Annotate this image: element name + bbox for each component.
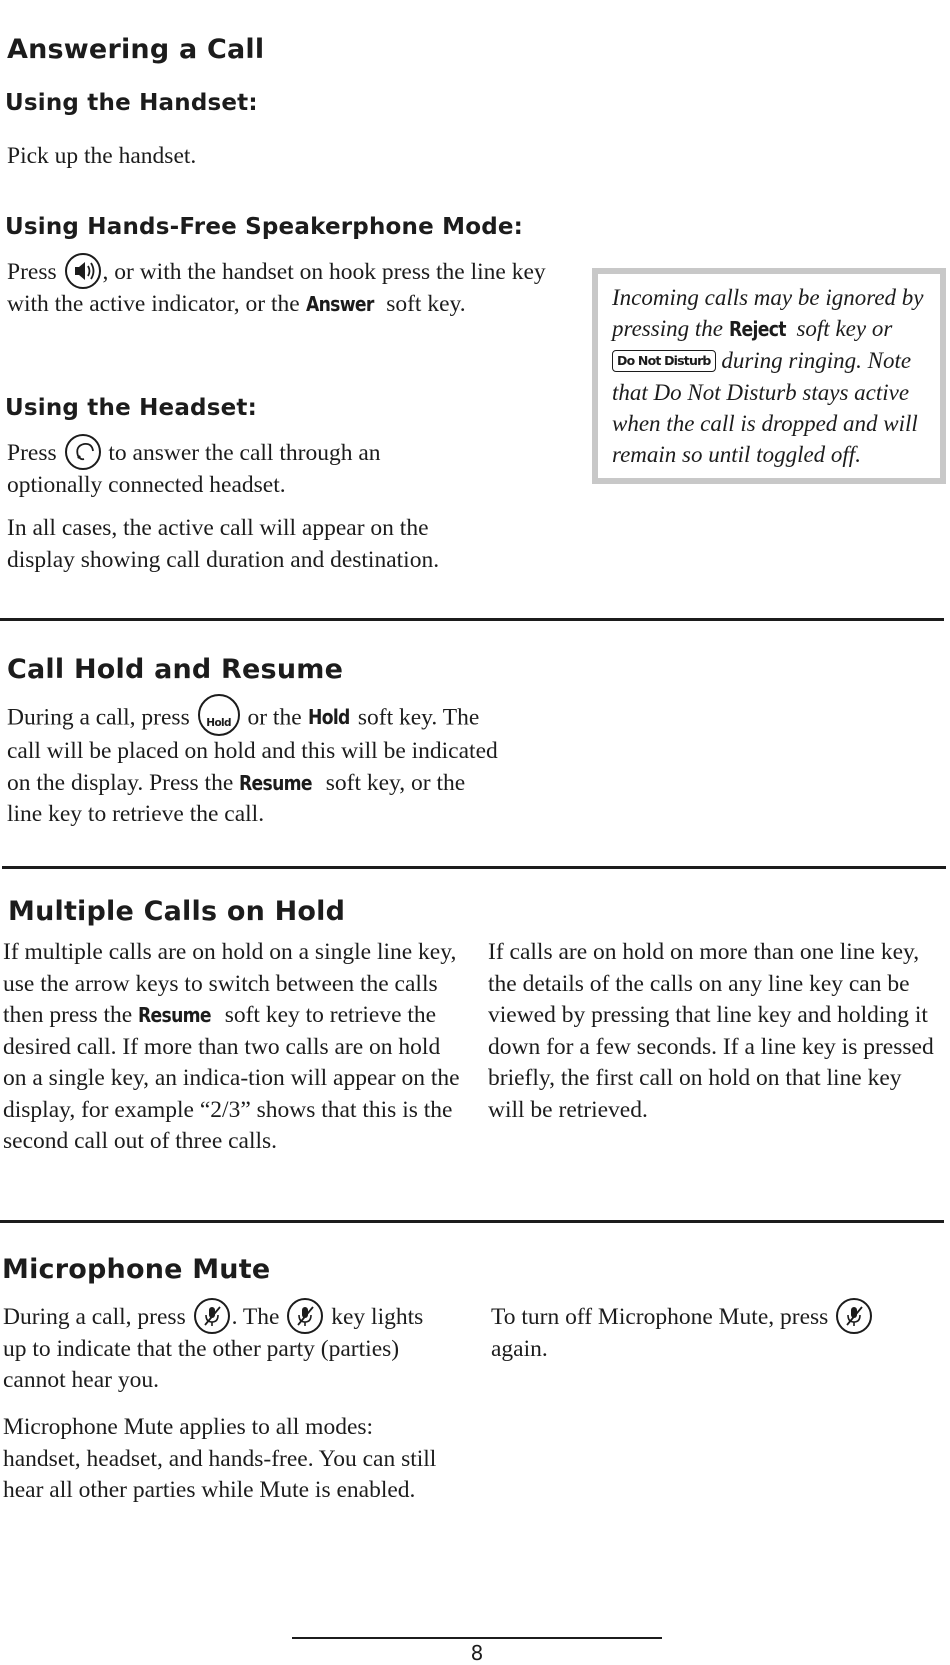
headset-icon: [65, 434, 101, 470]
hold-text: During a call, press Hold or the Hold soft key. The call will be placed on hold and this will be indicated on the display. Press the Resume soft key, or the line key to retrieve the call.: [7, 702, 499, 831]
do-not-disturb-key-icon: Do Not Disturb: [612, 350, 716, 372]
all-cases-text: In all cases, the active call will appear on the display showing call duration and destination.: [7, 515, 440, 573]
page-number: 8: [470, 1641, 484, 1665]
headset-heading: Using the Headset:: [5, 395, 257, 421]
speaker-icon: [65, 253, 101, 289]
footer-rule: [292, 1637, 662, 1639]
divider: [0, 1220, 944, 1223]
mute-right-text: To turn off Microphone Mute, press again.: [491, 1302, 931, 1365]
mute-text-2: Microphone Mute applies to all modes: handset, headset, and hands-free. You can still hear all other parties while Mute is enabled.: [3, 1414, 437, 1503]
mute-icon: [287, 1298, 323, 1334]
handset-heading: Using the Handset:: [5, 90, 258, 116]
hold-key-icon: Hold: [198, 694, 240, 736]
note-text: Incoming calls may be ignored by pressing the Reject soft key or Do Not Disturb during ringing. Note that Do Not Disturb stays active when the call is dropped and will remain so until toggled off.: [612, 285, 924, 468]
multiple-left-text: If multiple calls are on hold on a single line key, use the arrow keys to switch between the calls then press the Resume soft key to retrieve the desired call. If more than two calls are on hold on a single key, an indica-tion will appear on the display, for example “2/3” shows that this is the second call out of three calls.: [3, 939, 460, 1154]
section-title-mute: Microphone Mute: [2, 1254, 271, 1285]
section-title-answering: Answering a Call: [7, 34, 265, 65]
headset-text: Press to answer the call through an optionally connected headset.: [7, 438, 447, 501]
mute-icon: [194, 1298, 230, 1334]
section-title-hold: Call Hold and Resume: [7, 654, 344, 685]
speakerphone-text: Press , or with the handset on hook press the line key with the active indicator, or the Answer soft key.: [7, 257, 547, 320]
mute-text-1: During a call, press . The key lights up to indicate that the other party (parties) cannot hear you.: [3, 1302, 433, 1397]
handset-text: Pick up the handset.: [7, 143, 197, 169]
multiple-right-text: If calls are on hold on more than one line key, the details of the calls on any line key can be viewed by pressing that line key and holding it down for a few seconds. If a line key is pressed briefly, the first call on hold on that line key will be retrieved.: [488, 939, 934, 1123]
divider: [2, 866, 946, 869]
section-title-multiple: Multiple Calls on Hold: [8, 896, 346, 927]
mute-icon: [836, 1298, 872, 1334]
speakerphone-heading: Using Hands-Free Speakerphone Mode:: [5, 214, 524, 240]
note-box: [592, 268, 946, 484]
divider: [0, 618, 944, 621]
